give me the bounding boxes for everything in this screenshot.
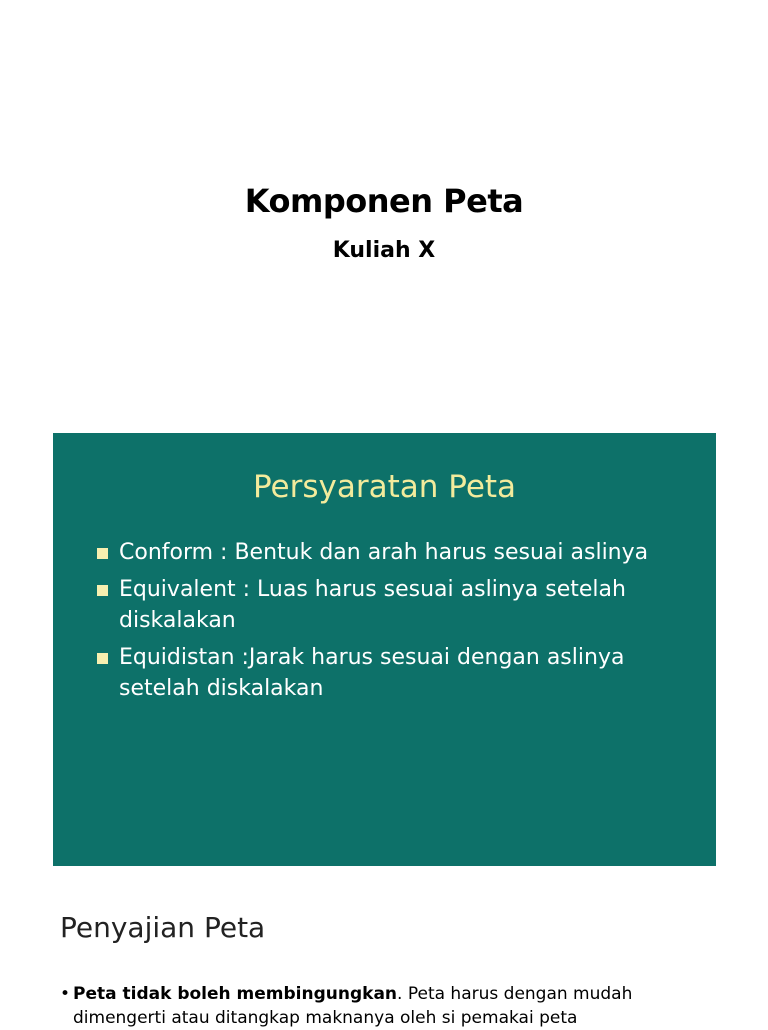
list-item-text: Equivalent : Luas harus sesuai aslinya setelah diskalakan xyxy=(119,577,626,633)
title-slide xyxy=(0,0,768,420)
slide-title: Penyajian Peta xyxy=(60,911,266,944)
bullet-list xyxy=(97,537,697,710)
list-item xyxy=(97,537,697,568)
paragraph-body: . Peta harus dengan mudah dimengerti atau ditangkap maknanya oleh si pemakai peta xyxy=(73,984,633,1028)
presentation-slide xyxy=(0,880,768,1028)
list-item xyxy=(97,574,697,636)
square-bullet-icon xyxy=(97,653,108,664)
paragraph-emphasis: Peta tidak boleh membingungkan xyxy=(73,984,398,1004)
requirements-slide xyxy=(53,433,716,866)
slide-title: Persyaratan Peta xyxy=(252,469,517,505)
square-bullet-icon xyxy=(97,548,108,559)
list-item-text: Conform : Bentuk dan arah harus sesuai aslinya xyxy=(119,540,649,565)
slide-subtitle: Kuliah X xyxy=(332,238,436,263)
slide-title: Komponen Peta xyxy=(244,182,524,220)
paragraph-text xyxy=(60,982,660,1030)
list-item-text: Equidistan :Jarak harus sesuai dengan aslinya setelah diskalakan xyxy=(119,645,625,701)
square-bullet-icon xyxy=(97,585,108,596)
bullet-paragraph xyxy=(60,982,660,1030)
bullet-dot-icon: • xyxy=(60,984,71,1004)
list-item xyxy=(97,642,697,704)
